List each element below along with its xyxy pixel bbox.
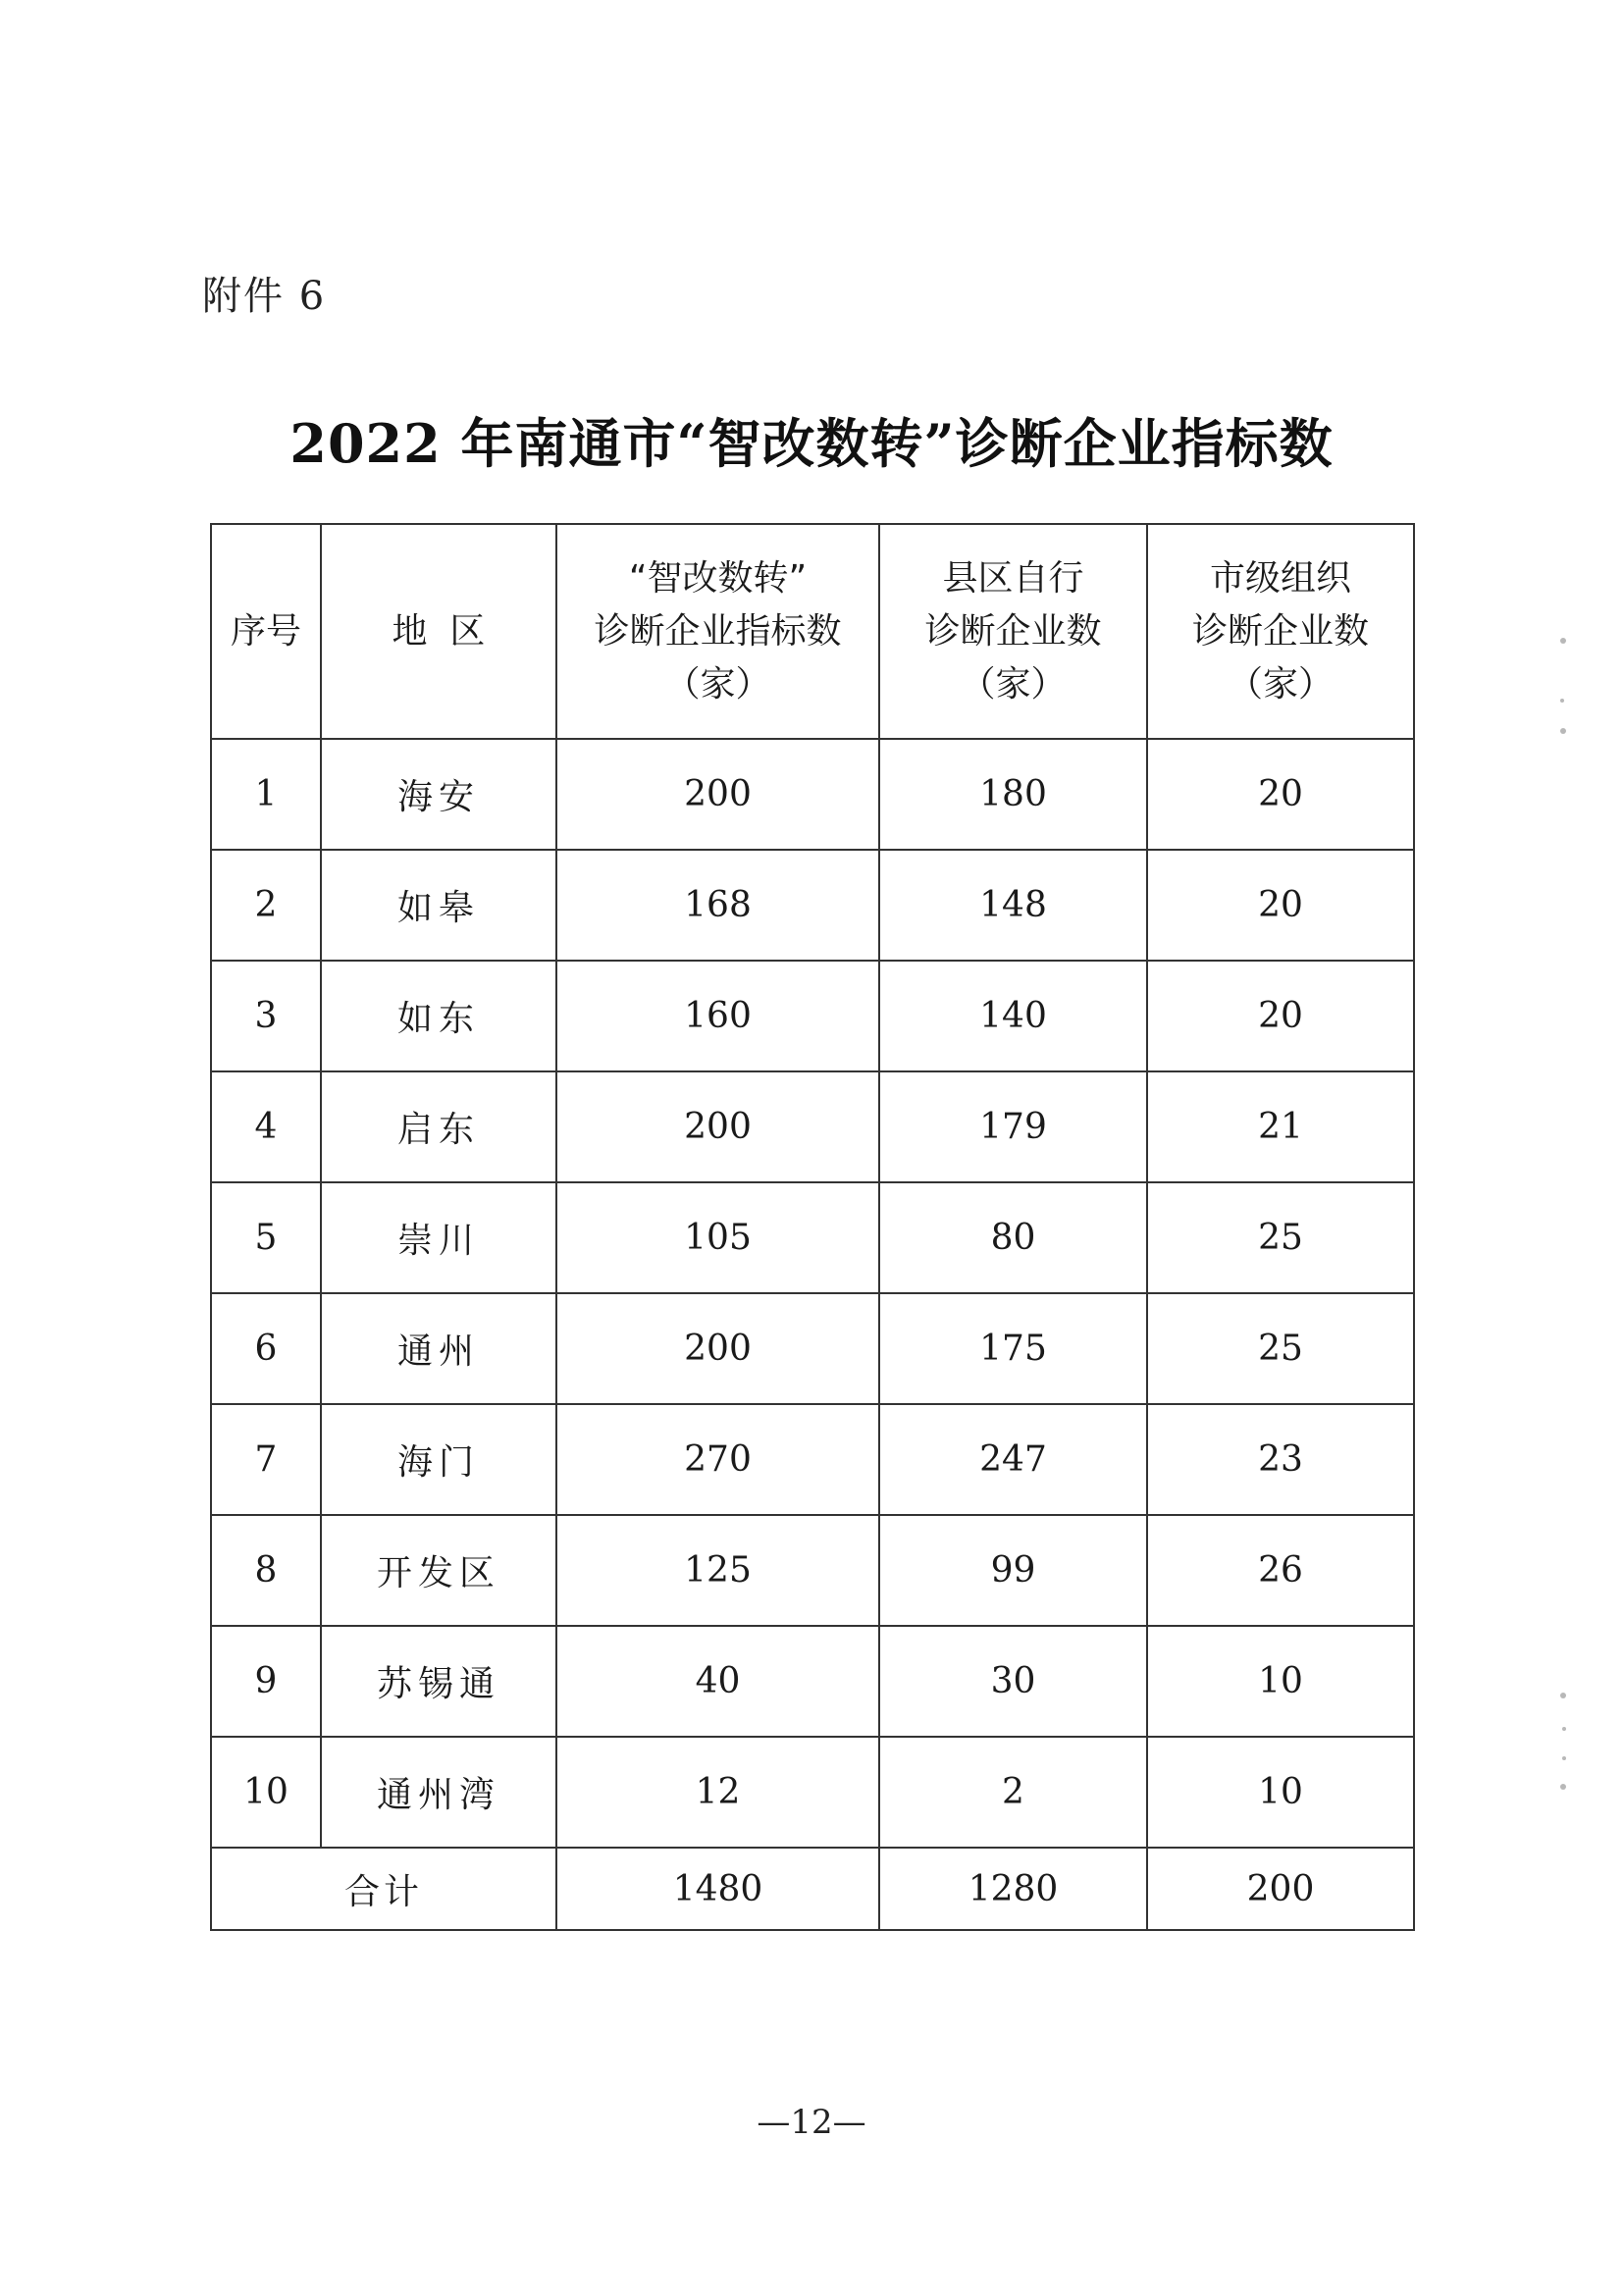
attachment-label: 附件 6 <box>202 274 327 319</box>
cell-self: 2 <box>879 1737 1147 1848</box>
total-target: 1480 <box>556 1848 879 1930</box>
scan-speck <box>1560 1784 1566 1790</box>
header-self-diagnosed: 县区自行 诊断企业数 （家） <box>879 524 1147 739</box>
scan-speck <box>1560 699 1564 703</box>
scan-speck <box>1560 728 1566 734</box>
cell-self: 99 <box>879 1515 1147 1626</box>
cell-no: 10 <box>211 1737 321 1848</box>
cell-self: 148 <box>879 850 1147 961</box>
cell-region: 苏锡通 <box>321 1626 556 1737</box>
cell-city: 20 <box>1147 850 1414 961</box>
cell-target: 40 <box>556 1626 879 1737</box>
cell-target: 160 <box>556 961 879 1071</box>
cell-no: 4 <box>211 1071 321 1182</box>
cell-city: 26 <box>1147 1515 1414 1626</box>
cell-self: 80 <box>879 1182 1147 1293</box>
cell-target: 270 <box>556 1404 879 1515</box>
cell-region: 如东 <box>321 961 556 1071</box>
page-number: —12— <box>757 2103 866 2142</box>
total-row <box>211 1848 1414 1930</box>
cell-city: 10 <box>1147 1626 1414 1737</box>
cell-city: 25 <box>1147 1293 1414 1404</box>
header-target: “智改数转” 诊断企业指标数 （家） <box>556 524 879 739</box>
total-label: 合计 <box>211 1848 556 1930</box>
cell-region: 通州 <box>321 1293 556 1404</box>
cell-region: 通州湾 <box>321 1737 556 1848</box>
cell-city: 21 <box>1147 1071 1414 1182</box>
cell-target: 200 <box>556 1293 879 1404</box>
cell-region: 如皋 <box>321 850 556 961</box>
cell-no: 5 <box>211 1182 321 1293</box>
table-row <box>211 850 1414 961</box>
table-header-row <box>211 524 1414 739</box>
cell-self: 180 <box>879 739 1147 850</box>
cell-target: 200 <box>556 1071 879 1182</box>
cell-self: 30 <box>879 1626 1147 1737</box>
cell-city: 23 <box>1147 1404 1414 1515</box>
cell-target: 200 <box>556 739 879 850</box>
table-row <box>211 739 1414 850</box>
table-row <box>211 1737 1414 1848</box>
scan-speck <box>1562 1756 1566 1760</box>
cell-region: 开发区 <box>321 1515 556 1626</box>
cell-self: 179 <box>879 1071 1147 1182</box>
cell-city: 20 <box>1147 961 1414 1071</box>
cell-self: 175 <box>879 1293 1147 1404</box>
cell-self: 247 <box>879 1404 1147 1515</box>
header-city-organized: 市级组织 诊断企业数 （家） <box>1147 524 1414 739</box>
cell-no: 3 <box>211 961 321 1071</box>
table-row <box>211 1293 1414 1404</box>
cell-no: 7 <box>211 1404 321 1515</box>
cell-no: 1 <box>211 739 321 850</box>
cell-region: 启东 <box>321 1071 556 1182</box>
cell-city: 10 <box>1147 1737 1414 1848</box>
scan-speck <box>1562 1727 1566 1731</box>
table-row <box>211 1182 1414 1293</box>
table-row <box>211 1404 1414 1515</box>
table-row <box>211 1626 1414 1737</box>
cell-city: 20 <box>1147 739 1414 850</box>
cell-city: 25 <box>1147 1182 1414 1293</box>
scan-speck <box>1560 638 1566 644</box>
cell-no: 8 <box>211 1515 321 1626</box>
indicator-table <box>210 523 1415 1931</box>
header-no: 序号 <box>211 524 321 739</box>
cell-target: 168 <box>556 850 879 961</box>
total-city: 200 <box>1147 1848 1414 1930</box>
table-row <box>211 1515 1414 1626</box>
table-row <box>211 1071 1414 1182</box>
cell-no: 9 <box>211 1626 321 1737</box>
header-region: 地 区 <box>321 524 556 739</box>
document-title: 2022 年南通市“智改数转”诊断企业指标数 <box>289 412 1334 475</box>
cell-target: 105 <box>556 1182 879 1293</box>
cell-no: 6 <box>211 1293 321 1404</box>
total-self: 1280 <box>879 1848 1147 1930</box>
cell-region: 崇川 <box>321 1182 556 1293</box>
cell-self: 140 <box>879 961 1147 1071</box>
cell-no: 2 <box>211 850 321 961</box>
cell-target: 125 <box>556 1515 879 1626</box>
cell-region: 海门 <box>321 1404 556 1515</box>
table-row <box>211 961 1414 1071</box>
scan-speck <box>1560 1693 1566 1698</box>
cell-region: 海安 <box>321 739 556 850</box>
cell-target: 12 <box>556 1737 879 1848</box>
